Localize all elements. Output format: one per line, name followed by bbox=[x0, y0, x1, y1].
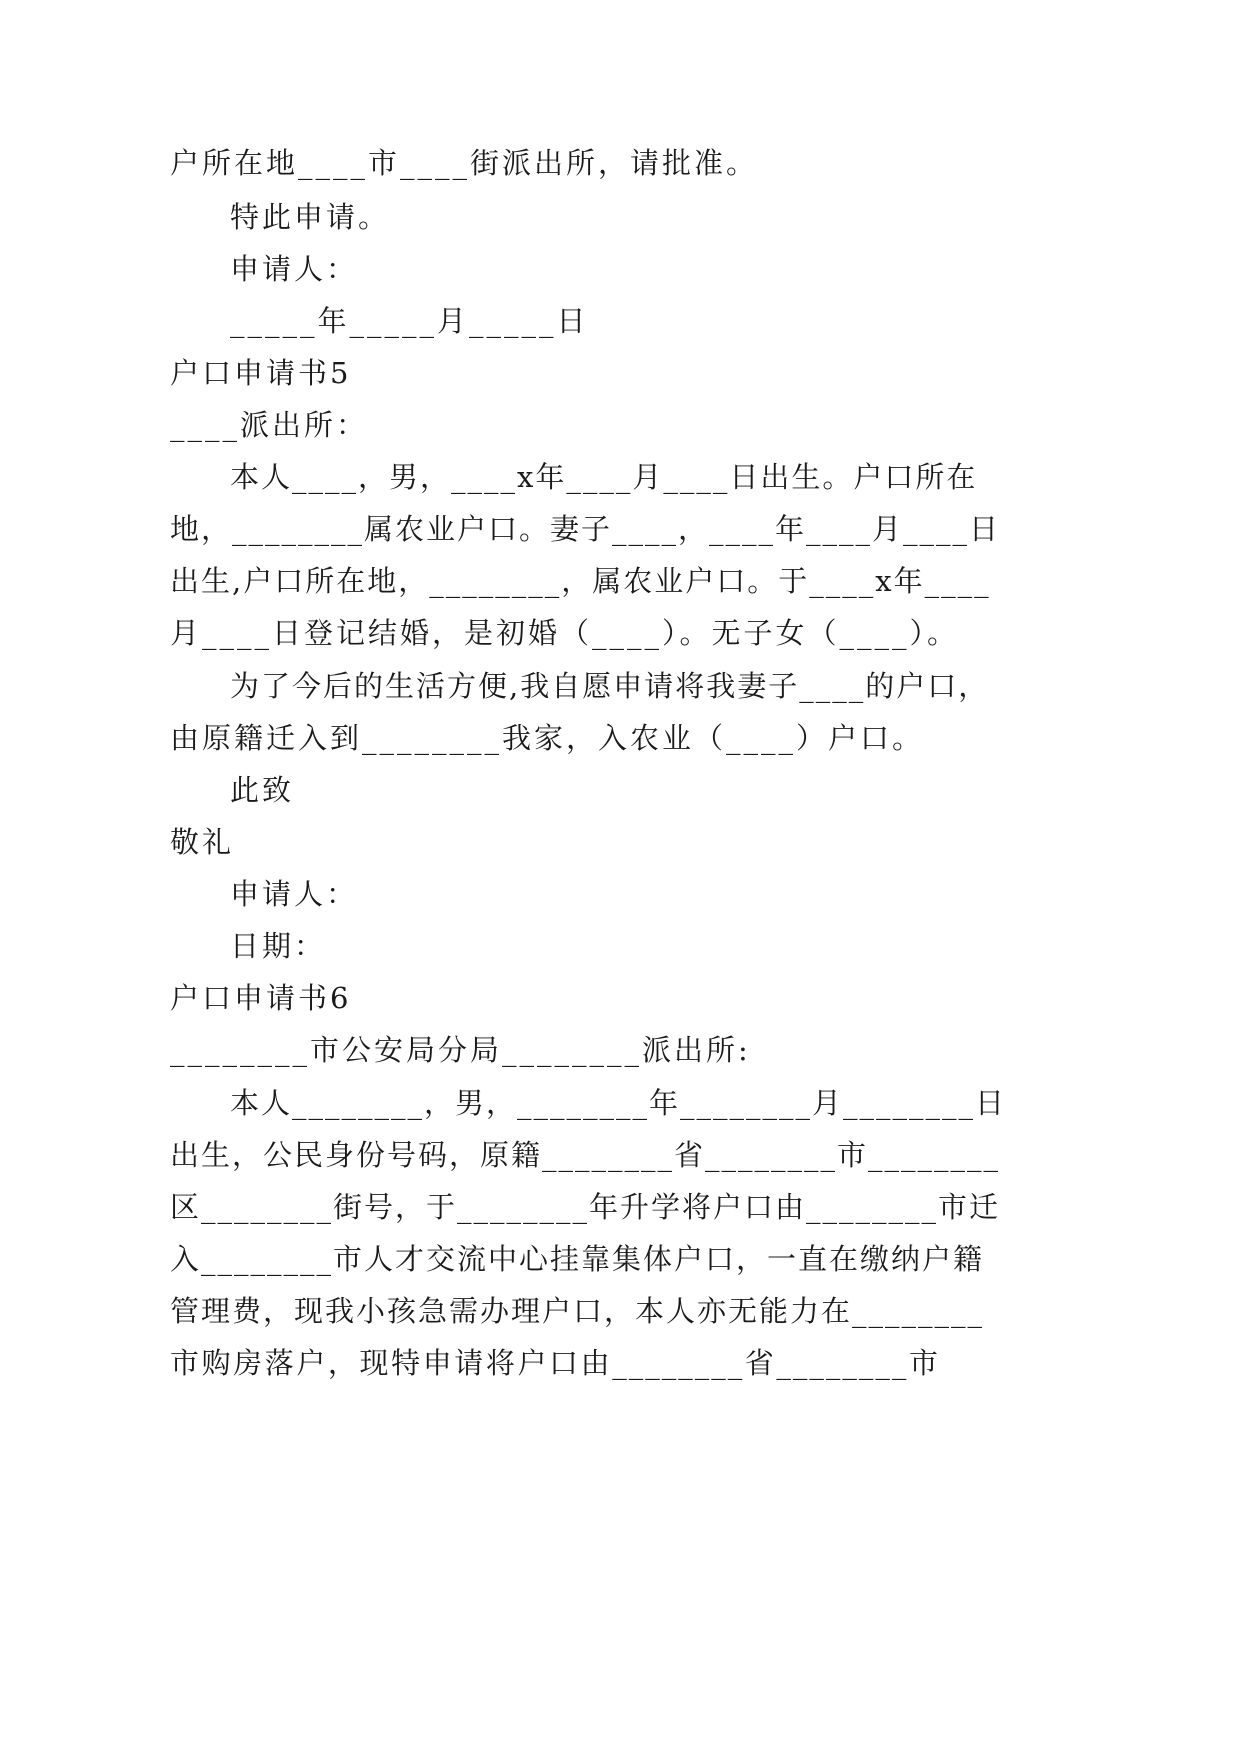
text-line: 本人____，男，____x年____月____日出生。户口所在 bbox=[230, 460, 978, 494]
text-line: 日期： bbox=[230, 929, 327, 963]
text-line: 管理费，现我小孩急需办理户口，本人亦无能力在________ bbox=[170, 1294, 985, 1328]
text-line: 申请人： bbox=[230, 252, 359, 286]
text-line: 市购房落户，现特申请将户口由________省________市 bbox=[170, 1346, 940, 1380]
text-line: 此致 bbox=[230, 773, 295, 807]
text-line: 特此申请。 bbox=[230, 200, 391, 234]
text-line: 出生，公民身份号码，原籍________省________市________ bbox=[170, 1138, 1001, 1172]
salutation: ________市公安局分局________派出所: bbox=[170, 1033, 751, 1067]
text-line: 出生,户口所在地，________，属农业户口。于____x年____ bbox=[170, 564, 991, 598]
section-heading: 户口申请书6 bbox=[170, 981, 352, 1015]
text-line: 由原籍迁入到________我家，入农业（____）户口。 bbox=[170, 721, 925, 755]
salutation: ____派出所： bbox=[170, 408, 369, 442]
text-line: 区________街号，于________年升学将户口由________市迁 bbox=[170, 1190, 1001, 1224]
text-line: 月____日登记结婚，是初婚（____）。无子女（____）。 bbox=[170, 616, 960, 650]
text-line: 户所在地____市____街派出所，请批准。 bbox=[170, 146, 759, 180]
date-line: _____年_____月_____日 bbox=[230, 304, 589, 338]
text-line: 申请人： bbox=[230, 877, 359, 911]
text-line: 为了今后的生活方便,我自愿申请将我妻子____的户口， bbox=[230, 669, 990, 703]
section-heading: 户口申请书5 bbox=[170, 356, 352, 390]
text-line: 地，________属农业户口。妻子____，____年____月____日 bbox=[170, 512, 1001, 546]
text-line: 本人________，男，________年________月________日 bbox=[230, 1086, 1007, 1120]
text-line: 入________市人才交流中心挂靠集体户口，一直在缴纳户籍 bbox=[170, 1242, 985, 1276]
text-line: 敬礼 bbox=[170, 825, 235, 859]
